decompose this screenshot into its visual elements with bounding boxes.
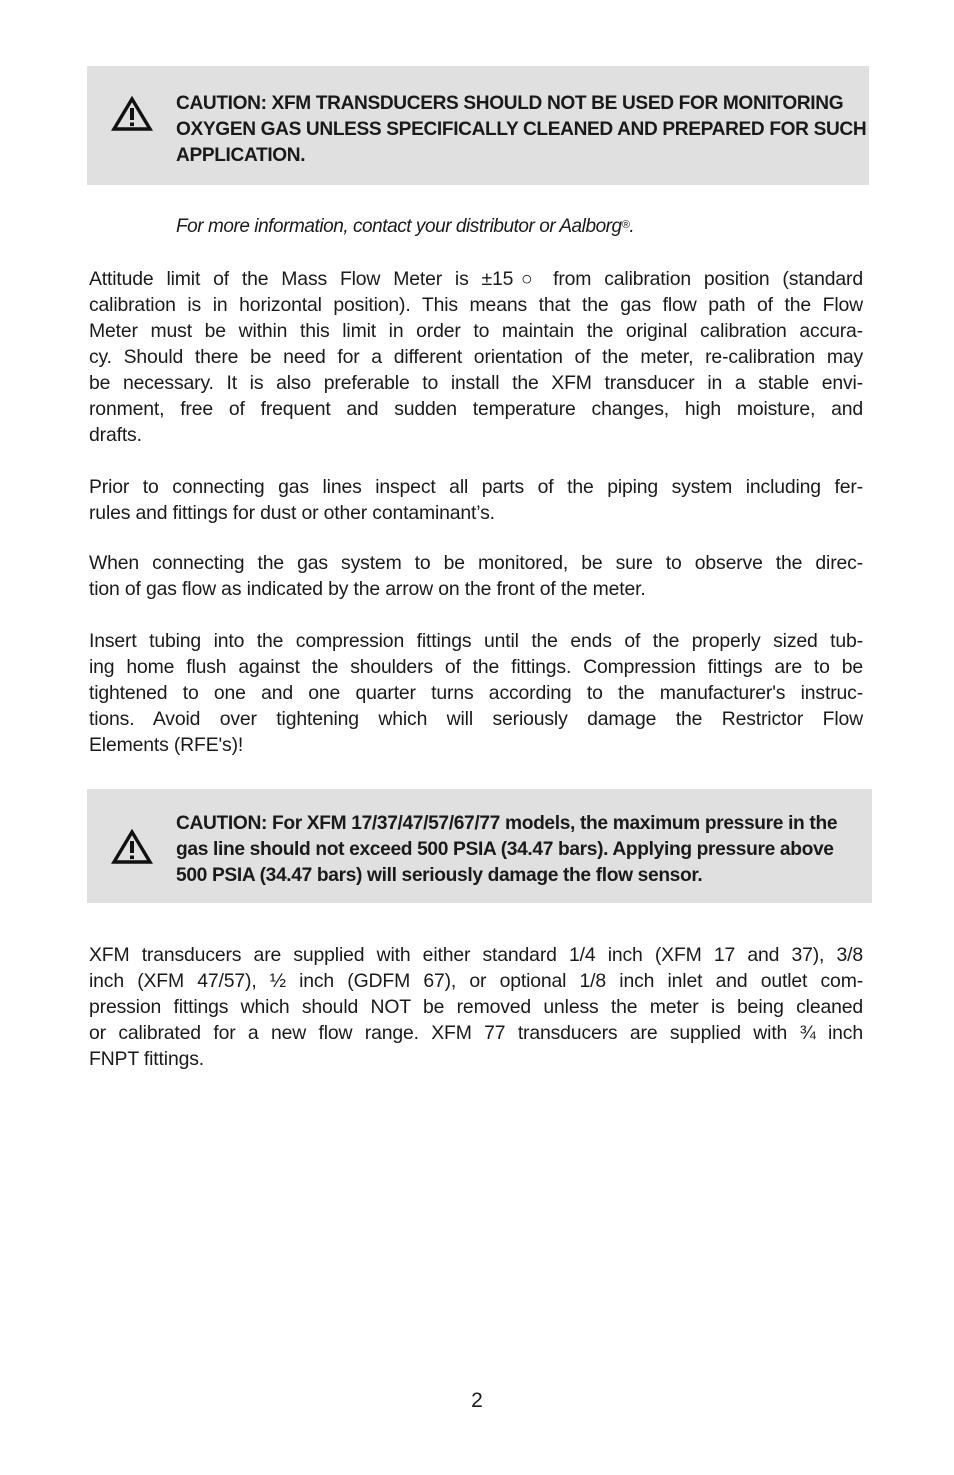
registered-mark: ® xyxy=(621,219,630,231)
paragraph-line: Attitude limit of the Mass Flow Meter is ±15○ from calibration position (standard xyxy=(89,268,863,290)
paragraph-flow-direction xyxy=(89,550,863,602)
paragraph-attitude-limit xyxy=(89,266,863,448)
contact-note xyxy=(176,212,634,240)
paragraph-line: tightened to one and one quarter turns according to the manufacturer's instruc- xyxy=(89,682,863,704)
paragraph-line: XFM transducers are supplied with either standard 1/4 inch (XFM 17 and 37), 3/8 xyxy=(89,944,863,966)
caution-text xyxy=(176,91,866,169)
warning-triangle-icon xyxy=(111,96,153,132)
contact-note-text: For more information, contact your distributor or Aalborg xyxy=(176,216,622,237)
caution-line: gas line should not exceed 500 PSIA (34.47 bars). Applying pressure above xyxy=(176,839,834,860)
paragraph-line: ronment, free of frequent and sudden temperature changes, high moisture, and xyxy=(89,398,863,420)
caution-text xyxy=(176,811,866,889)
caution-line: OXYGEN GAS UNLESS SPECIFICALLY CLEANED AND PREPARED FOR SUCH xyxy=(176,119,867,140)
caution-line: 500 PSIA (34.47 bars) will seriously damage the flow sensor. xyxy=(176,865,703,886)
paragraph-line: or calibrated for a new flow range. XFM 77 transducers are supplied with ¾ inch xyxy=(89,1022,863,1044)
paragraph-line: tions. Avoid over tightening which will seriously damage the Restrictor Flow xyxy=(89,708,863,730)
paragraph-fitting-sizes xyxy=(89,942,863,1072)
paragraph-line: Elements (RFE's)! xyxy=(89,734,244,756)
paragraph-line: tion of gas flow as indicated by the arrow on the front of the meter. xyxy=(89,578,646,600)
paragraph-line: cy. Should there be need for a different orientation of the meter, re-calibration may xyxy=(89,346,863,368)
paragraph-line: calibration is in horizontal position). This means that the gas flow path of the Flow xyxy=(89,294,863,316)
paragraph-inspect-piping xyxy=(89,474,863,526)
warning-triangle-icon xyxy=(111,829,153,865)
paragraph-line: Insert tubing into the compression fittings until the ends of the properly sized tub- xyxy=(89,630,863,652)
paragraph-line: ing home flush against the shoulders of the fittings. Compression fittings are to be xyxy=(89,656,863,678)
caution-line: CAUTION: XFM TRANSDUCERS SHOULD NOT BE USED FOR MONITORING xyxy=(176,93,844,114)
caution-box-pressure xyxy=(87,789,872,903)
paragraph-line: Meter must be within this limit in order to maintain the original calibration accura- xyxy=(89,320,863,342)
paragraph-line: pression fittings which should NOT be removed unless the meter is being cleaned xyxy=(89,996,863,1018)
caution-line: APPLICATION. xyxy=(176,145,306,166)
paragraph-compression-fittings xyxy=(89,628,863,758)
contact-note-end: . xyxy=(629,216,635,237)
paragraph-line: When connecting the gas system to be monitored, be sure to observe the direc- xyxy=(89,552,863,574)
caution-line: CAUTION: For XFM 17/37/47/57/67/77 models, the maximum pressure in the xyxy=(176,813,838,834)
paragraph-line: Prior to connecting gas lines inspect all parts of the piping system including fer- xyxy=(89,476,863,498)
paragraph-line: drafts. xyxy=(89,424,142,446)
paragraph-line: inch (XFM 47/57), ½ inch (GDFM 67), or optional 1/8 inch inlet and outlet com- xyxy=(89,970,863,992)
caution-box-oxygen xyxy=(87,66,869,185)
paragraph-line: be necessary. It is also preferable to install the XFM transducer in a stable envi- xyxy=(89,372,863,394)
page-number: 2 xyxy=(471,1389,483,1412)
paragraph-line: rules and fittings for dust or other contaminant’s. xyxy=(89,502,495,524)
paragraph-line: FNPT fittings. xyxy=(89,1048,204,1070)
